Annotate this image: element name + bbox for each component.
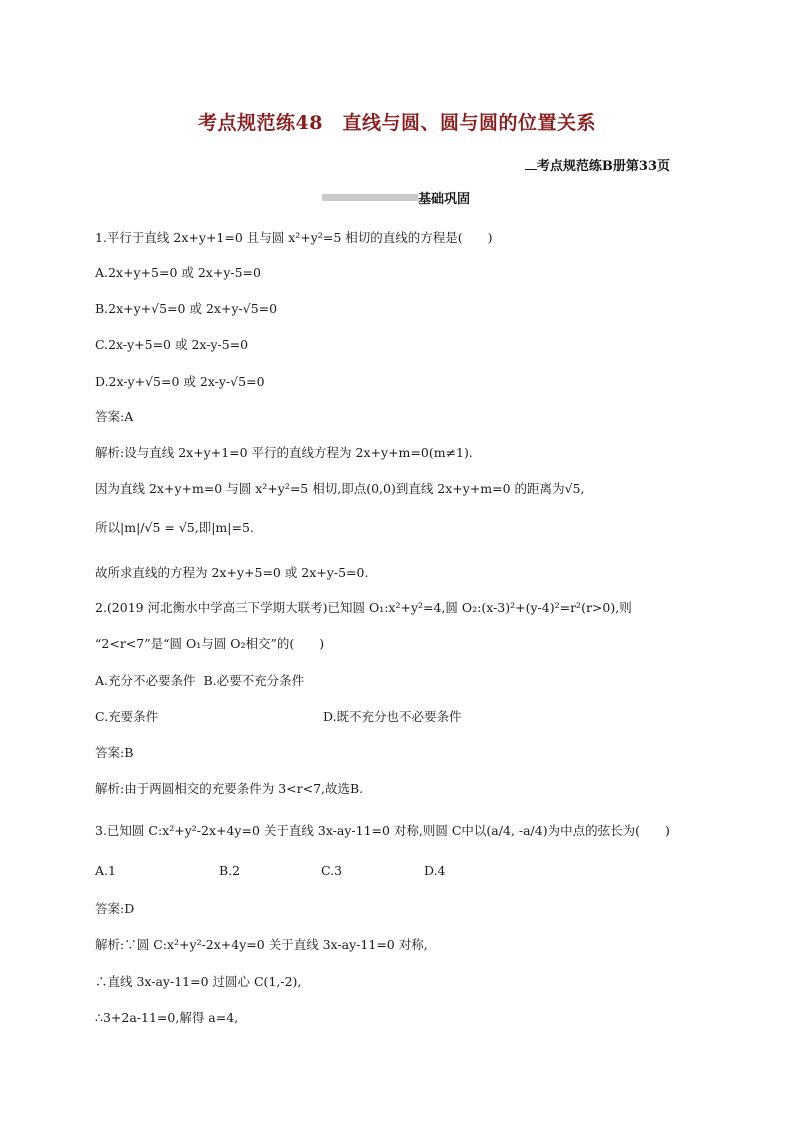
q3-analysis-line-3: ∴3+2a-11=0,解得 a=4, <box>95 1010 239 1025</box>
q2-options-row-2 <box>95 707 462 725</box>
q2-analysis-label: 解析: <box>95 781 125 796</box>
book-reference <box>525 155 670 174</box>
q2-option-a: A.充分不必要条件 <box>95 673 196 688</box>
q1-analysis-text-1: 设与直线 2x+y+1=0 平行的直线方程为 2x+y+m=0(m≠1). <box>124 445 473 460</box>
q1-answer <box>95 407 133 425</box>
q3-options-row <box>95 863 446 878</box>
q1-analysis-line-3: 所以|m|/√5 = √5,即|m|=5. <box>95 520 254 535</box>
q1-analysis-line-4: 故所求直线的方程为 2x+y+5=0 或 2x+y-5=0. <box>95 565 369 580</box>
q3-answer-value: D <box>124 901 135 916</box>
q3-answer-label: 答案: <box>95 901 125 916</box>
q1-answer-label: 答案: <box>95 409 125 424</box>
q1-analysis-line-1 <box>95 443 473 461</box>
q2-analysis-text: 由于两圆相交的充要条件为 3<r<7,故选B. <box>124 781 364 796</box>
q3-analysis-line-1 <box>95 935 428 953</box>
q2-answer-label: 答案: <box>95 745 125 760</box>
q3-option-c: C.3 <box>321 863 343 878</box>
q1-option-b: B.2x+y+√5=0 或 2x+y-√5=0 <box>95 301 278 316</box>
q3-answer <box>95 899 134 917</box>
q2-stem-line-1: 2.(2019 河北衡水中学高三下学期大联考)已知圆 O₁:x²+y²=4,圆 O₂:(x-3)²+(y-4)²=r²(r>0),则 <box>95 600 632 615</box>
q2-answer <box>95 743 133 761</box>
q2-option-c: C.充要条件 <box>95 709 159 724</box>
reference-underline <box>525 169 537 170</box>
q3-analysis-label: 解析: <box>95 937 125 952</box>
section-bar <box>322 194 418 201</box>
q1-stem: 1.平行于直线 2x+y+1=0 且与圆 x²+y²=5 相切的直线的方程是( ) <box>95 230 493 245</box>
q3-option-a: A.1 <box>95 863 116 878</box>
q1-analysis-label: 解析: <box>95 445 125 460</box>
q1-option-d: D.2x-y+√5=0 或 2x-y-√5=0 <box>95 374 265 389</box>
section-label: 基础巩固 <box>418 191 471 207</box>
q3-option-b: B.2 <box>219 863 241 878</box>
q1-option-a: A.2x+y+5=0 或 2x+y-5=0 <box>95 265 261 280</box>
section-heading <box>322 188 470 206</box>
q1-option-c: C.2x-y+5=0 或 2x-y-5=0 <box>95 337 249 352</box>
q3-option-d: D.4 <box>424 863 446 878</box>
q3-analysis-text-1: ∵圆 C:x²+y²-2x+4y=0 关于直线 3x-ay-11=0 对称, <box>124 937 428 952</box>
page-title: 考点规范练48 直线与圆、圆与圆的位置关系 <box>198 112 596 134</box>
q3-stem: 3.已知圆 C:x²+y²-2x+4y=0 关于直线 3x-ay-11=0 对称,则圆 C中以(a/4, -a/4)为中点的弦长为( ) <box>95 823 670 838</box>
q1-analysis-line-2: 因为直线 2x+y+m=0 与圆 x²+y²=5 相切,即点(0,0)到直线 2x+y+m=0 的距离为√5, <box>95 481 585 496</box>
q2-option-b: B.必要不充分条件 <box>203 673 305 688</box>
q2-answer-value: B <box>124 745 134 760</box>
q2-analysis <box>95 779 363 797</box>
q2-options-row-1 <box>95 671 304 689</box>
q2-option-d: D.既不充分也不必要条件 <box>323 709 462 724</box>
q3-analysis-line-2: ∴直线 3x-ay-11=0 过圆心 C(1,-2), <box>95 974 302 989</box>
reference-text: 考点规范练B册第33页 <box>536 159 670 174</box>
q1-answer-value: A <box>124 409 134 424</box>
q2-stem-line-2: “2<r<7”是“圆 O₁与圆 O₂相交”的( ) <box>95 636 325 651</box>
